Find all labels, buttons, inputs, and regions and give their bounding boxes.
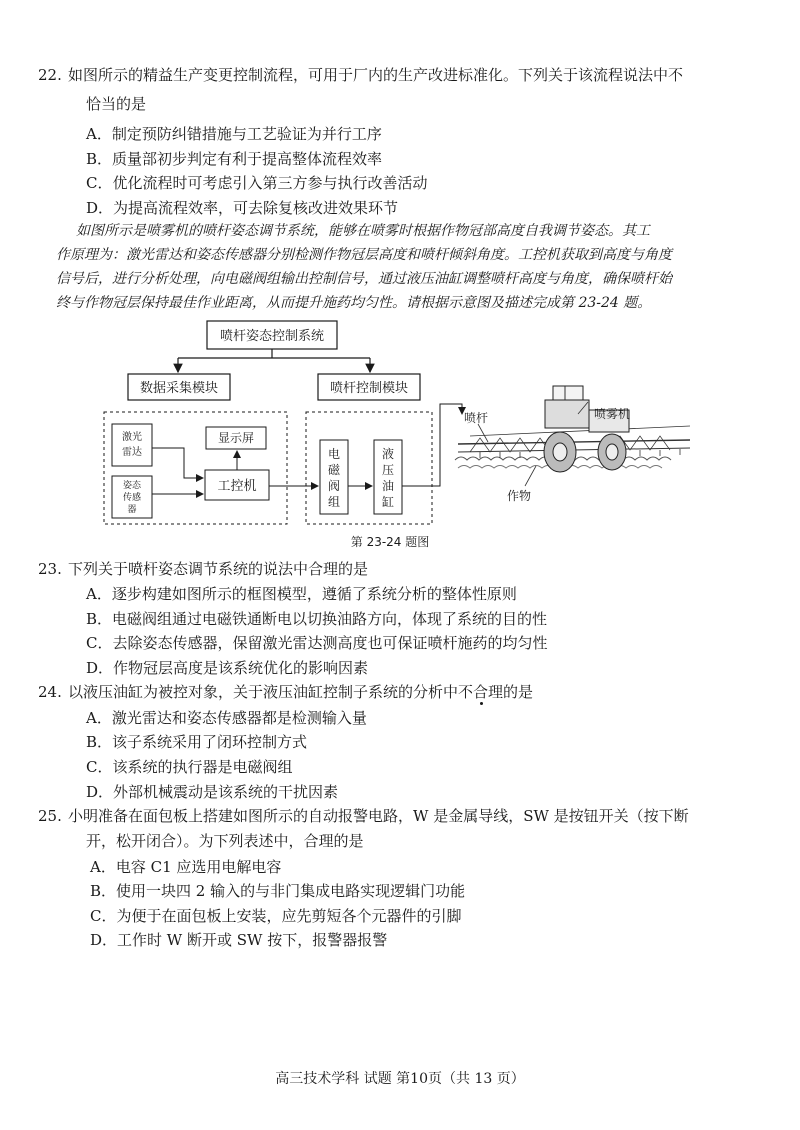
question-22-option-c: C．优化流程时可考虑引入第三方参与执行改善活动 [86, 174, 428, 192]
question-24-option-c: C．该系统的执行器是电磁阀组 [86, 758, 293, 776]
question-24-stem-emphasis: 不合理 [458, 683, 504, 701]
display-label: 显示屏 [217, 431, 255, 445]
diagram-caption: 第 23-24 题图 [350, 535, 430, 549]
question-22-stem-line2: 恰当的是 [86, 95, 147, 113]
ipc-label: 工控机 [217, 479, 257, 494]
boom-label: 喷杆 [464, 411, 489, 425]
question-25-option-c: C．为便于在面包板上安装，应先剪短各个元器件的引脚 [90, 907, 462, 925]
question-25-stem-line1: 小明准备在面包板上搭建如图所示的自动报警电路，W 是金属导线，SW 是按钮开关（按下断 [68, 807, 689, 825]
question-25-stem-line2: 开，松开闭合）。为下列表述中，合理的是 [86, 832, 364, 850]
question-22-option-a: A．制定预防纠错措施与工艺验证为并行工序 [86, 125, 382, 143]
intro-line-2: 作原理为：激光雷达和姿态传感器分别检测作物冠层高度和喷杆倾斜角度。工控机获取到高度与角度 [56, 247, 672, 263]
question-24-option-b: B．该子系统采用了闭环控制方式 [86, 733, 308, 751]
laser-radar-box [112, 424, 152, 466]
question-23-option-d: D．作物冠层高度是该系统优化的影响因素 [86, 659, 369, 677]
intro-line-4: 终与作物冠层保持最佳作业距离，从而提升施药均匀性。请根据示意图及描述完成第 23-24 题。 [56, 295, 652, 311]
question-23-stem: 下列关于喷杆姿态调节系统的说法中合理的是 [68, 560, 369, 578]
intro-line-3: 信号后，进行分析处理，向电磁阀组输出控制信号，通过液压油缸调整喷杆高度与角度，确保喷杆始 [56, 271, 672, 287]
question-24-option-a: A．激光雷达和姿态传感器都是检测输入量 [86, 709, 367, 727]
question-24-stem-pre: 以液压油缸为被控对象，关于液压油缸控制子系统的分析中 [68, 683, 459, 701]
sprayer-illustration [455, 386, 690, 486]
question-22-number: 22. [38, 66, 62, 84]
attitude-sensor-label: 姿态传感器 [122, 481, 142, 515]
question-22-stem-line1: 如图所示的精益生产变更控制流程，可用于厂内的生产改进标准化。下列关于该流程说法中不 [68, 66, 684, 84]
question-22-option-b: B．质量部初步判定有利于提高整体流程效率 [86, 150, 383, 168]
question-23-option-c: C．去除姿态传感器，保留激光雷达测高度也可保证喷杆施药的均匀性 [86, 634, 548, 652]
root-label: 喷杆姿态控制系统 [219, 329, 325, 344]
crop-label: 作物 [507, 489, 532, 503]
page-footer: 高三技术学科 试题 第10页（共 13 页） [275, 1071, 525, 1087]
question-23-number: 23. [38, 560, 62, 578]
question-25-number: 25. [38, 807, 62, 825]
valve-group-label: 电磁阀组 [327, 447, 341, 509]
laser-radar-label: 激光雷达 [122, 432, 142, 458]
boom-control-module-label: 喷杆控制模块 [329, 381, 409, 396]
cylinder-label: 液压油缸 [381, 447, 395, 509]
question-25-option-d: D．工作时 W 断开或 SW 按下，报警器报警 [90, 931, 388, 949]
question-25-option-a: A．电容 C1 应选用电解电容 [90, 858, 282, 876]
question-24-stem [68, 681, 533, 703]
sprayer-label: 喷雾机 [594, 407, 631, 421]
question-23-option-b: B．电磁阀组通过电磁铁通断电以切换油路方向，体现了系统的目的性 [86, 610, 548, 628]
question-25-option-b: B．使用一块四 2 输入的与非门集成电路实现逻辑门功能 [90, 882, 466, 900]
question-22-option-d: D．为提高流程效率，可去除复核改进效果环节 [86, 199, 399, 217]
question-24-option-d: D．外部机械震动是该系统的干扰因素 [86, 783, 339, 801]
data-acquisition-module-label: 数据采集模块 [139, 381, 219, 396]
question-23-option-a: A．逐步构建如图所示的框图模型，遵循了系统分析的整体性原则 [86, 585, 517, 603]
question-24-number: 24. [38, 683, 62, 701]
question-24-stem-post: 的是 [503, 683, 534, 701]
intro-line-1: 如图所示是喷雾机的喷杆姿态调节系统，能够在喷雾时根据作物冠部高度自我调节姿态。其工 [76, 223, 650, 239]
